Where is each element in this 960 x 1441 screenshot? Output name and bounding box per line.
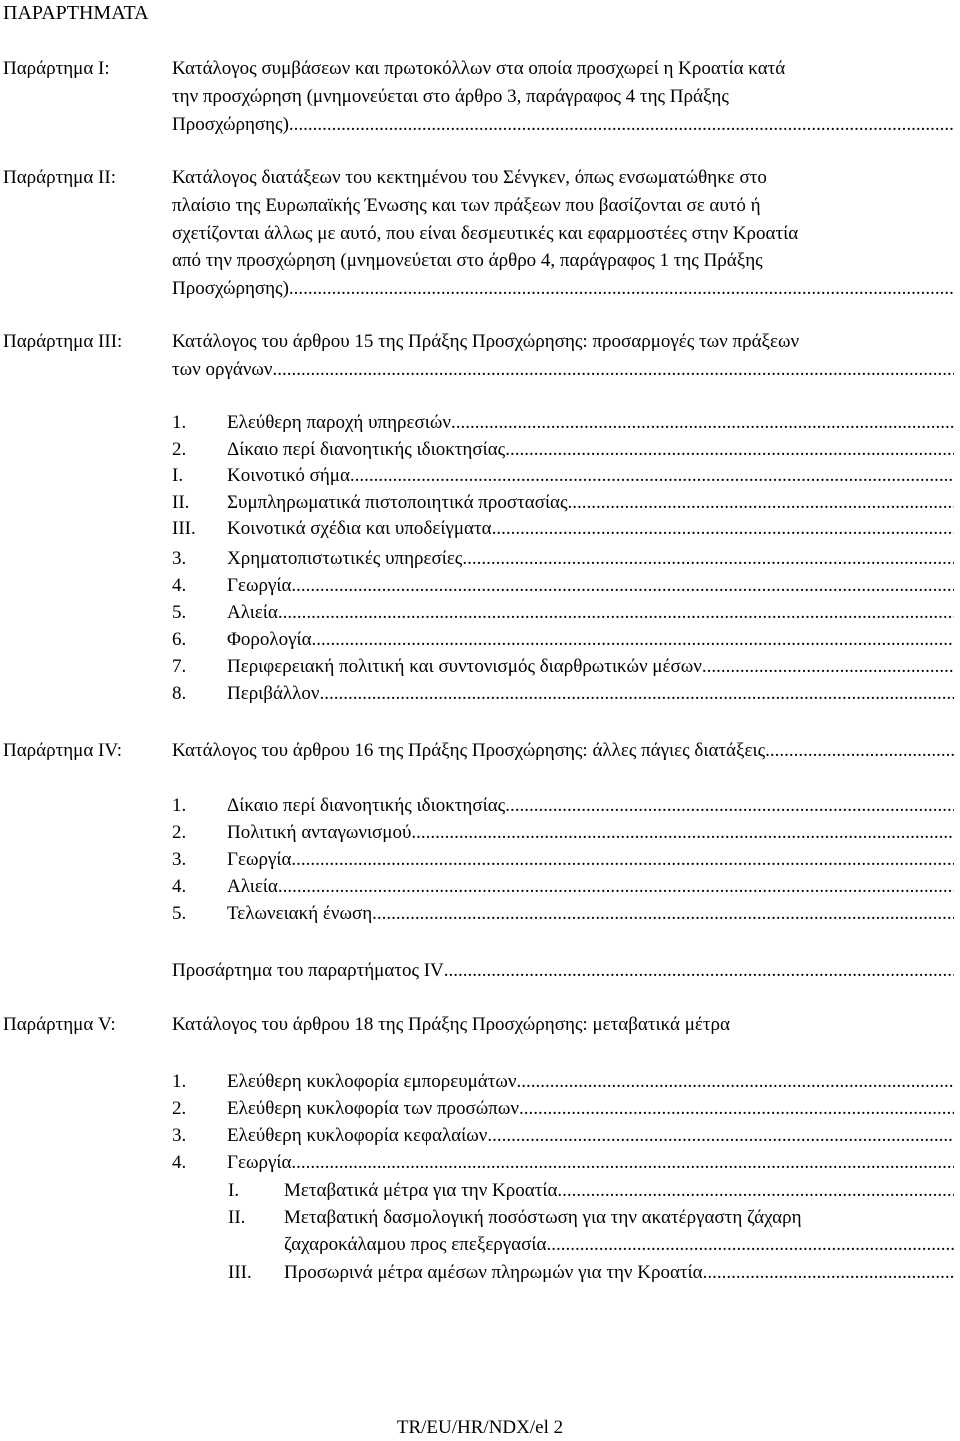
annex-5-line-1: Κατάλογος του άρθρου 18 της Πράξης Προσχώρησης: μεταβατικά μέτρα [172, 1014, 730, 1035]
annex-2-line-3: σχετίζονται άλλως με αυτό, που είναι δεσμευτικές και εφαρμοστέες στην Κροατία [172, 222, 799, 244]
annex-4-appendix: Προσάρτημα του παραρτήματος IV ..... [172, 958, 954, 984]
annex-4-item-1: 1. Δίκαιο περί διανοητικής ιδιοκτησίας ..... [172, 793, 954, 819]
annex-2-label: Παράρτημα II: [3, 167, 116, 188]
annex-2-line-4: από την προσχώρηση (μνημονεύεται στο άρθρο 4, παράγραφος 1 της Πράξης [172, 250, 763, 272]
annex-5-item-4-1: I. Μεταβατικά μέτρα για την Κροατία ..... [228, 1178, 954, 1204]
annex-1-line-2: την προσχώρηση (μνημονεύεται στο άρθρο 3, παράγραφος 4 της Πράξης [172, 85, 729, 107]
leader-dots [294, 111, 954, 139]
annex-3-line-1: Κατάλογος του άρθρου 15 της Πράξης Προσχώρησης: προσαρμογές των πράξεων [172, 331, 800, 352]
page-footer: TR/EU/HR/NDX/el 2 [396, 1417, 564, 1438]
annex-3-item-4: 4. Γεωργία ..... [172, 573, 954, 599]
annex-1-description [172, 55, 954, 138]
annex-5-item-4-3: III. Προσωρινά μέτρα αμέσων πληρωμών για την Κροατία ..... [228, 1260, 954, 1286]
annex-3-item-2-1: I. Κοινοτικό σήμα ..... [172, 463, 954, 489]
annex-2-line-5: Προσχώρησης) ..... [172, 275, 954, 303]
annex-2-line-2: πλαίσιο της Ευρωπαϊκής Ένωσης και των πράξεων που βασίζονται σε αυτό ή [172, 194, 761, 216]
annex-3-item-8: 8. Περιβάλλον ..... [172, 681, 954, 707]
leader-dots [289, 275, 954, 303]
annex-4-item-5: 5. Τελωνειακή ένωση ..... [172, 901, 954, 927]
annex-3-item-6: 6. Φορολογία ..... [172, 627, 954, 653]
annex-5-item-1: 1. Ελεύθερη κυκλοφορία εμπορευμάτων ..... [172, 1069, 954, 1095]
annex-3-item-2-2: II. Συμπληρωματικά πιστοποιητικά προστασίας ..... [172, 490, 954, 516]
annex-4-label: Παράρτημα IV: [3, 740, 122, 761]
annex-4-item-2: 2. Πολιτική ανταγωνισμού ..... [172, 820, 954, 846]
annex-1-label: Παράρτημα I: [3, 58, 110, 79]
annex-3-item-2-3: III. Κοινοτικά σχέδια και υποδείγματα ..... [172, 516, 954, 542]
leader-dots [273, 356, 954, 384]
annex-3-item-1: 1. Ελεύθερη παροχή υπηρεσιών ..... [172, 410, 954, 436]
annex-4-line-1: Κατάλογος του άρθρου 16 της Πράξης Προσχώρησης: άλλες πάγιες διατάξεις ..... [172, 737, 954, 765]
annex-2-line-1: Κατάλογος διατάξεων του κεκτημένου του Σένγκεν, όπως ενσωματώθηκε στο [172, 167, 767, 188]
annex-5-item-4-2-cont: ζαχαροκάλαμου προς επεξεργασία ..... [284, 1232, 954, 1258]
annex-5-description [172, 1011, 954, 1039]
annex-5-item-4: 4. Γεωργία ..... [172, 1150, 954, 1176]
annex-3-line-2: των οργάνων ..... [172, 356, 954, 384]
annex-2-description [172, 164, 954, 303]
annex-3-label: Παράρτημα III: [3, 331, 123, 352]
annex-3-item-7: 7. Περιφερειακή πολιτική και συντονισμός διαρθρωτικών μέσων ..... [172, 654, 954, 680]
leader-dots [765, 737, 954, 765]
annex-5-item-4-2: II. Μεταβατική δασμολογική ποσόστωση για την ακατέργαστη ζάχαρη [228, 1207, 802, 1228]
annex-5-label: Παράρτημα V: [3, 1014, 116, 1035]
annex-4-description [172, 737, 954, 765]
annex-4-item-4: 4. Αλιεία ..... [172, 874, 954, 900]
annex-1-line-1: Κατάλογος συμβάσεων και πρωτοκόλλων στα οποία προσχωρεί η Κροατία κατά [172, 58, 786, 79]
annex-3-item-5: 5. Αλιεία ..... [172, 600, 954, 626]
annex-3-item-2: 2. Δίκαιο περί διανοητικής ιδιοκτησίας ..... [172, 437, 954, 463]
annex-5-item-3: 3. Ελεύθερη κυκλοφορία κεφαλαίων ..... [172, 1123, 954, 1149]
annex-4-item-3: 3. Γεωργία ..... [172, 847, 954, 873]
annex-3-item-3: 3. Χρηματοπιστωτικές υπηρεσίες ..... [172, 546, 954, 572]
annex-5-item-2: 2. Ελεύθερη κυκλοφορία των προσώπων ..... [172, 1096, 954, 1122]
annex-1-line-3: Προσχώρησης). ..... [172, 111, 954, 139]
page-title: ΠΑΡΑΡΤΗΜΑΤΑ [3, 2, 149, 24]
annex-3-description [172, 328, 954, 384]
